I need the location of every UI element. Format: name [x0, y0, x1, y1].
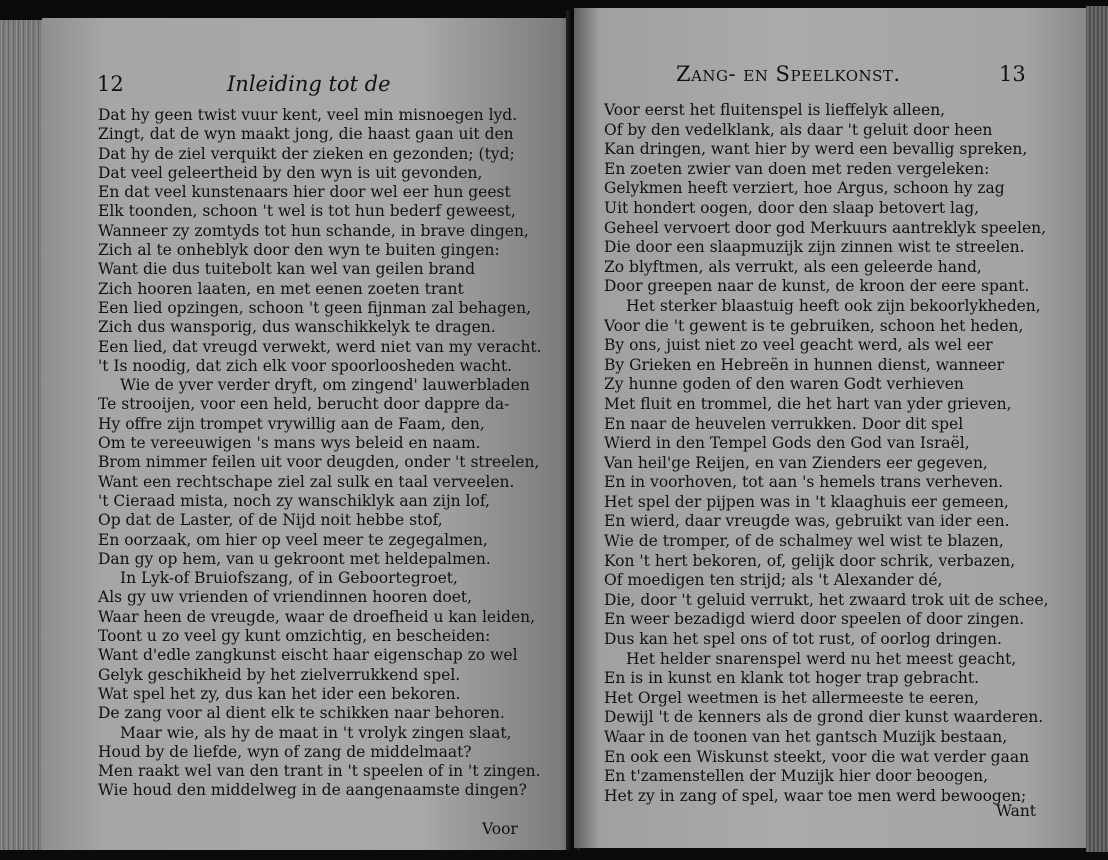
right-text-line: Kan dringen, want hier by werd een bevallig spreken,: [604, 140, 1028, 159]
left-text-line: Een lied, dat vreugd verwekt, werd niet van my veracht.: [98, 337, 542, 356]
right-page-number: 13: [999, 62, 1026, 86]
left-text-line: Zich al te onheblyk door den wyn te buiten gingen:: [98, 241, 500, 260]
left-text-line: 't Is noodig, dat zich elk voor spoorloosheden wacht.: [98, 356, 512, 375]
right-text-line: En in voorhoven, tot aan 's hemels trans verheven.: [604, 473, 1004, 492]
left-text-line: Want een rechtschape ziel zal sulk en taal verveelen.: [98, 472, 515, 491]
left-text-line: Dat hy de ziel verquikt der zieken en gezonden; (tyd;: [98, 144, 515, 163]
right-running-head: [574, 62, 1086, 94]
left-text-line: Gelyk geschikheid by het zielverrukkend spel.: [98, 665, 461, 684]
left-text-line: Waar heen de vreugde, waar de droefheid u kan leiden,: [98, 607, 536, 626]
right-text-line: En is in kunst en klank tot hoger trap gebracht.: [604, 669, 980, 688]
left-text-line: Op dat de Laster, of de Nijd noit hebbe stof,: [98, 511, 443, 530]
right-text-line: Het helder snarenspel werd nu het meest geacht,: [626, 649, 1017, 668]
right-text-line: Of by den vedelklank, als daar 't geluit door heen: [604, 120, 993, 139]
left-text-line: Wat spel het zy, dus kan het ider een bekoren.: [98, 684, 461, 703]
left-text-line: Een lied opzingen, schoon 't geen fijnman zal behagen,: [98, 298, 532, 317]
left-running-head: [42, 72, 576, 104]
left-text-line: Want die dus tuitebolt kan wel van geilen brand: [98, 260, 476, 279]
right-text-line: Zy hunne goden of den waren Godt verhieven: [604, 375, 964, 394]
left-page: [42, 18, 576, 850]
right-running-title: Zang- en Speelkonst.: [676, 62, 901, 86]
left-text-line: Hy offre zijn trompet vrywillig aan de Faam, den,: [98, 414, 485, 433]
right-text-line: Van heil'ge Reijen, en van Zienders eer gegeven,: [604, 453, 988, 472]
left-catchword: Voor: [482, 820, 518, 838]
left-text-line: In Lyk-of Bruiofszang, of in Geboortegroet,: [120, 569, 458, 588]
left-text-line: 't Cieraad mista, noch zy wanschiklyk aan zijn lof,: [98, 491, 490, 510]
right-text-line: Voor eerst het fluitenspel is lieffelyk alleen,: [604, 101, 946, 119]
left-text-line: Te strooijen, voor een held, berucht door dappre da-: [98, 395, 510, 414]
left-text-line: Zingt, dat de wyn maakt jong, die haast gaan uit den: [98, 125, 514, 144]
right-page: [574, 8, 1086, 848]
left-text-line: En oorzaak, om hier op veel meer te zegegalmen,: [98, 530, 488, 549]
right-text-line: Die door een slaapmuzijk zijn zinnen wist te streelen.: [604, 238, 1025, 257]
right-text-line: Dus kan het spel ons of tot rust, of oorlog dringen.: [604, 630, 1002, 649]
right-text-line: Wierd in den Tempel Gods den God van Israël,: [604, 434, 970, 453]
left-text-line: Want d'edle zangkunst eischt haar eigenschap zo wel: [98, 646, 518, 665]
right-text-line: Kon 't hert bekoren, of, gelijk door schrik, verbazen,: [604, 551, 1016, 570]
left-text-line: Houd by de liefde, wyn of zang de middelmaat?: [98, 742, 472, 761]
left-page-number: 12: [97, 72, 124, 96]
right-text-line: En weer bezadigd wierd door speelen of door zingen.: [604, 610, 1025, 629]
left-text-line: Zich dus wansporig, dus wanschikkelyk te dragen.: [98, 318, 496, 337]
right-text-line: By ons, juist niet zo veel geacht werd, als wel eer: [604, 336, 993, 355]
left-text-line: Dat hy geen twist vuur kent, veel min misnoegen lyd.: [98, 106, 518, 124]
left-text-line: De zang voor al dient elk te schikken naar behoren.: [98, 704, 505, 723]
right-text-line: Dewijl 't de kenners als de grond dier kunst waarderen.: [604, 708, 1044, 727]
right-text-line: Met fluit en trommel, die het hart van yder grieven,: [604, 394, 1012, 413]
right-text-line: En t'zamenstellen der Muzijk hier door beoogen,: [604, 767, 988, 786]
right-text-line: Uit hondert oogen, door den slaap betovert lag,: [604, 198, 980, 217]
left-text-block: [98, 106, 568, 801]
left-text-line: Wie houd den middelweg in de aangenaamste dingen?: [98, 781, 527, 800]
left-text-line: Wie de yver verder dryft, om zingend' lauwerbladen: [120, 376, 530, 395]
left-text-line: Toont u zo veel gy kunt omzichtig, en bescheiden:: [98, 627, 491, 646]
left-text-line: Wanneer zy zomtyds tot hun schande, in brave dingen,: [98, 221, 529, 240]
left-text-line: Dan gy op hem, van u gekroont met heldepalmen.: [98, 549, 491, 568]
left-page-edges: [0, 20, 42, 850]
right-page-edges: [1086, 6, 1108, 852]
right-text-block: [604, 101, 1064, 806]
left-text-line: Maar wie, als hy de maat in 't vrolyk zingen slaat,: [120, 723, 512, 742]
right-text-line: Waar in de toonen van het gantsch Muzijk bestaan,: [604, 728, 1008, 746]
left-text-line: Brom nimmer feilen uit voor deugden, onder 't streelen,: [98, 453, 540, 472]
right-text-line: En wierd, daar vreugde was, gebruikt van ider een.: [604, 512, 1010, 531]
left-running-title: Inleiding tot de: [227, 72, 391, 96]
right-text-line: En zoeten zwier van doen met reden vergeleken:: [604, 159, 990, 178]
left-text-line: Elk toonden, schoon 't wel is tot hun bederf geweest,: [98, 202, 516, 221]
left-text-line: Men raakt wel van den trant in 't speelen of in 't zingen.: [98, 762, 541, 781]
right-text-line: Het Orgel weetmen is het allermeeste te eeren,: [604, 688, 979, 707]
right-text-line: By Grieken en Hebreën in hunnen dienst, wanneer: [604, 355, 1005, 374]
right-text-line: Voor die 't gewent is te gebruiken, schoon het heden,: [604, 316, 1024, 335]
right-text-line: Door greepen naar de kunst, de kroon der eere spant.: [604, 277, 1030, 296]
right-text-line: Het spel der pijpen was in 't klaaghuis eer gemeen,: [604, 492, 1009, 511]
left-text-line: Om te vereeuwigen 's mans wys beleid en naam.: [98, 434, 481, 453]
right-catchword: Want: [996, 802, 1037, 820]
right-text-line: En ook een Wiskunst steekt, voor die wat verder gaan: [604, 747, 1030, 766]
left-text-line: Als gy uw vrienden of vriendinnen hooren doet,: [98, 588, 473, 607]
right-text-line: Of moedigen ten strijd; als 't Alexander dé,: [604, 571, 943, 590]
right-text-line: Zo blyftmen, als verrukt, als een geleerde hand,: [604, 257, 982, 276]
right-text-line: Geheel vervoert door god Merkuurs aantreklyk speelen,: [604, 218, 1047, 237]
left-text-line: En dat veel kunstenaars hier door wel eer hun geest: [98, 183, 511, 202]
right-text-line: En naar de heuvelen verrukken. Door dit spel: [604, 414, 964, 433]
right-text-line: Wie de tromper, of de schalmey wel wist te blazen,: [604, 532, 1004, 551]
right-text-line: Het sterker blaastuig heeft ook zijn bekoorlykheden,: [626, 296, 1041, 315]
left-text-line: Dat veel geleertheid by den wyn is uit gevonden,: [98, 163, 483, 182]
right-text-line: Het zy in zang of spel, waar toe men werd bewoogen;: [604, 786, 1027, 805]
left-text-line: Zich hooren laaten, en met eenen zoeten trant: [98, 279, 464, 298]
right-text-line: Gelykmen heeft verziert, hoe Argus, schoon hy zag: [604, 179, 1005, 198]
right-text-line: Die, door 't geluid verrukt, het zwaard trok uit de schee,: [604, 590, 1049, 609]
